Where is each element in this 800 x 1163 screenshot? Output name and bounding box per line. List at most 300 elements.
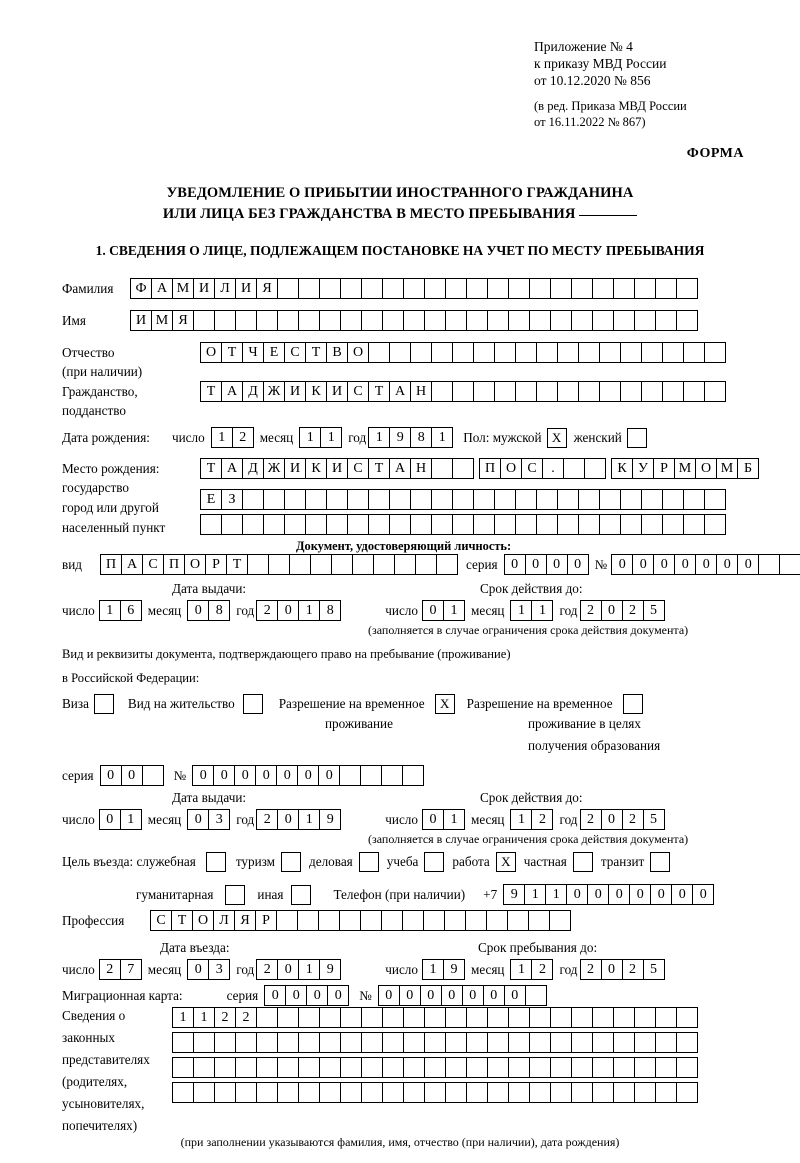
cell[interactable]: 2 <box>622 959 644 980</box>
purpose-humanitarian-checkbox[interactable] <box>225 885 245 905</box>
cell[interactable] <box>779 554 800 575</box>
cell[interactable]: 0 <box>187 809 209 830</box>
cell[interactable]: С <box>142 554 164 575</box>
sex-female-checkbox[interactable] <box>627 428 647 448</box>
cell[interactable] <box>550 278 572 299</box>
cell[interactable] <box>599 489 621 510</box>
cell[interactable] <box>549 910 571 931</box>
temp-residence-checkbox[interactable]: Х <box>435 694 455 714</box>
cell[interactable] <box>634 310 656 331</box>
cell[interactable]: М <box>172 278 194 299</box>
cell[interactable] <box>571 1057 593 1078</box>
cell[interactable]: 5 <box>643 600 665 621</box>
cell[interactable]: Я <box>172 310 194 331</box>
cell[interactable] <box>436 554 458 575</box>
cell[interactable]: 0 <box>264 985 286 1006</box>
cell[interactable]: С <box>347 458 369 479</box>
cell[interactable] <box>550 1082 572 1103</box>
cell[interactable] <box>361 1082 383 1103</box>
cell[interactable] <box>214 1057 236 1078</box>
cell[interactable]: К <box>305 381 327 402</box>
cell[interactable]: 0 <box>99 809 121 830</box>
cell[interactable] <box>563 458 585 479</box>
cell[interactable] <box>319 1007 341 1028</box>
cell[interactable]: Н <box>410 381 432 402</box>
doc-issue-month-input[interactable] <box>187 600 230 621</box>
cell[interactable] <box>402 910 424 931</box>
cell[interactable] <box>634 1057 656 1078</box>
cell[interactable] <box>452 458 474 479</box>
cell[interactable] <box>305 489 327 510</box>
cell[interactable]: 0 <box>525 554 547 575</box>
sex-male-checkbox[interactable]: Х <box>547 428 567 448</box>
cell[interactable] <box>487 278 509 299</box>
cell[interactable] <box>382 278 404 299</box>
cell[interactable] <box>641 381 663 402</box>
cell[interactable]: 0 <box>695 554 717 575</box>
cell[interactable] <box>340 278 362 299</box>
cell[interactable]: 3 <box>208 809 230 830</box>
cell[interactable]: Л <box>214 278 236 299</box>
purpose-business-checkbox[interactable] <box>359 852 379 872</box>
purpose-transit-checkbox[interactable] <box>650 852 670 872</box>
cell[interactable]: 0 <box>277 959 299 980</box>
visa-checkbox[interactable] <box>94 694 114 714</box>
cell[interactable] <box>676 278 698 299</box>
cell[interactable] <box>592 1007 614 1028</box>
cell[interactable]: 6 <box>120 600 142 621</box>
cell[interactable] <box>662 489 684 510</box>
cell[interactable] <box>256 1032 278 1053</box>
cell[interactable]: 1 <box>531 600 553 621</box>
cell[interactable] <box>347 489 369 510</box>
cell[interactable]: 9 <box>319 959 341 980</box>
cell[interactable]: 1 <box>298 809 320 830</box>
cell[interactable] <box>445 310 467 331</box>
cell[interactable] <box>319 310 341 331</box>
cell[interactable] <box>247 554 269 575</box>
cell[interactable] <box>466 1057 488 1078</box>
cell[interactable] <box>592 1057 614 1078</box>
cell[interactable]: Н <box>410 458 432 479</box>
cell[interactable] <box>487 310 509 331</box>
cell[interactable] <box>242 489 264 510</box>
document-number-input[interactable] <box>611 554 800 575</box>
cell[interactable]: 1 <box>211 427 233 448</box>
cell[interactable] <box>235 1082 257 1103</box>
cell[interactable] <box>676 1007 698 1028</box>
cell[interactable]: И <box>326 458 348 479</box>
cell[interactable] <box>550 1007 572 1028</box>
cell[interactable] <box>277 310 299 331</box>
cell[interactable] <box>634 278 656 299</box>
cell[interactable]: 0 <box>213 765 235 786</box>
cell[interactable] <box>557 489 579 510</box>
cell[interactable] <box>508 1057 530 1078</box>
cell[interactable]: 1 <box>368 427 390 448</box>
cell[interactable] <box>172 1057 194 1078</box>
permit-issue-month-input[interactable] <box>187 809 230 830</box>
cell[interactable]: 0 <box>601 959 623 980</box>
cell[interactable] <box>298 310 320 331</box>
cell[interactable]: Р <box>205 554 227 575</box>
cell[interactable] <box>536 489 558 510</box>
birthplace-line-2-input[interactable] <box>200 489 726 510</box>
cell[interactable] <box>550 1032 572 1053</box>
cell[interactable] <box>382 1007 404 1028</box>
cell[interactable]: 9 <box>443 959 465 980</box>
cell[interactable] <box>340 310 362 331</box>
residence-permit-checkbox[interactable] <box>243 694 263 714</box>
cell[interactable] <box>445 1082 467 1103</box>
cell[interactable] <box>620 381 642 402</box>
cell[interactable] <box>445 278 467 299</box>
cell[interactable] <box>339 765 361 786</box>
cell[interactable]: 2 <box>580 959 602 980</box>
purpose-private-checkbox[interactable] <box>573 852 593 872</box>
cell[interactable]: И <box>130 310 152 331</box>
cell[interactable]: П <box>479 458 501 479</box>
cell[interactable] <box>704 489 726 510</box>
cell[interactable]: 2 <box>622 600 644 621</box>
cell[interactable] <box>634 1032 656 1053</box>
cell[interactable] <box>423 910 445 931</box>
cell[interactable]: М <box>151 310 173 331</box>
cell[interactable] <box>361 1032 383 1053</box>
cell[interactable] <box>486 910 508 931</box>
cell[interactable]: 0 <box>504 554 526 575</box>
cell[interactable]: 5 <box>643 959 665 980</box>
profession-input[interactable] <box>150 910 571 931</box>
cell[interactable] <box>620 514 642 535</box>
cell[interactable] <box>256 310 278 331</box>
cell[interactable] <box>445 1057 467 1078</box>
cell[interactable]: Е <box>200 489 222 510</box>
cell[interactable] <box>424 1082 446 1103</box>
entry-year-input[interactable] <box>256 959 341 980</box>
cell[interactable] <box>263 514 285 535</box>
cell[interactable] <box>487 1032 509 1053</box>
cell[interactable] <box>403 1057 425 1078</box>
cell[interactable] <box>536 342 558 363</box>
cell[interactable] <box>508 1082 530 1103</box>
cell[interactable]: Т <box>221 342 243 363</box>
cell[interactable] <box>683 514 705 535</box>
cell[interactable]: 1 <box>299 427 321 448</box>
cell[interactable] <box>214 1032 236 1053</box>
cell[interactable] <box>613 310 635 331</box>
cell[interactable]: 0 <box>306 985 328 1006</box>
permit-valid-day-input[interactable] <box>422 809 465 830</box>
cell[interactable] <box>529 1032 551 1053</box>
cell[interactable] <box>298 278 320 299</box>
cell[interactable] <box>361 1057 383 1078</box>
cell[interactable]: 1 <box>99 600 121 621</box>
cell[interactable] <box>529 1057 551 1078</box>
cell[interactable] <box>256 1057 278 1078</box>
cell[interactable]: Т <box>226 554 248 575</box>
cell[interactable] <box>599 381 621 402</box>
cell[interactable]: Б <box>737 458 759 479</box>
cell[interactable]: П <box>100 554 122 575</box>
cell[interactable]: 0 <box>100 765 122 786</box>
cell[interactable] <box>655 278 677 299</box>
cell[interactable]: . <box>542 458 564 479</box>
cell[interactable]: 1 <box>524 884 546 905</box>
cell[interactable] <box>431 458 453 479</box>
cell[interactable]: Д <box>242 381 264 402</box>
cell[interactable] <box>620 489 642 510</box>
entry-month-input[interactable] <box>187 959 230 980</box>
cell[interactable]: 0 <box>441 985 463 1006</box>
cell[interactable]: 2 <box>99 959 121 980</box>
permit-valid-year-input[interactable] <box>580 809 665 830</box>
cell[interactable] <box>221 514 243 535</box>
cell[interactable] <box>592 278 614 299</box>
cell[interactable]: 1 <box>298 600 320 621</box>
cell[interactable] <box>494 342 516 363</box>
cell[interactable] <box>536 381 558 402</box>
cell[interactable]: 0 <box>587 884 609 905</box>
cell[interactable] <box>382 1032 404 1053</box>
cell[interactable] <box>368 489 390 510</box>
cell[interactable]: Т <box>171 910 193 931</box>
cell[interactable] <box>494 489 516 510</box>
cell[interactable]: Ф <box>130 278 152 299</box>
cell[interactable]: 1 <box>545 884 567 905</box>
permit-issue-day-input[interactable] <box>99 809 142 830</box>
cell[interactable]: 0 <box>546 554 568 575</box>
cell[interactable]: А <box>389 381 411 402</box>
cell[interactable] <box>361 278 383 299</box>
cell[interactable] <box>683 489 705 510</box>
cell[interactable] <box>381 910 403 931</box>
cell[interactable]: 0 <box>608 884 630 905</box>
cell[interactable]: 8 <box>208 600 230 621</box>
cell[interactable]: Т <box>368 458 390 479</box>
cell[interactable] <box>373 554 395 575</box>
cell[interactable]: 0 <box>378 985 400 1006</box>
cell[interactable] <box>389 514 411 535</box>
name-input[interactable] <box>130 310 698 331</box>
cell[interactable] <box>256 1082 278 1103</box>
cell[interactable] <box>403 1007 425 1028</box>
cell[interactable]: 1 <box>320 427 342 448</box>
cell[interactable] <box>487 1082 509 1103</box>
cell[interactable] <box>360 910 382 931</box>
cell[interactable]: О <box>200 342 222 363</box>
permit-valid-month-input[interactable] <box>510 809 553 830</box>
cell[interactable]: У <box>632 458 654 479</box>
cell[interactable]: 3 <box>208 959 230 980</box>
cell[interactable] <box>466 1082 488 1103</box>
cell[interactable]: 5 <box>643 809 665 830</box>
legal-rep-line-3-input[interactable] <box>172 1057 698 1078</box>
cell[interactable]: О <box>192 910 214 931</box>
cell[interactable] <box>403 1032 425 1053</box>
cell[interactable] <box>557 342 579 363</box>
cell[interactable] <box>557 514 579 535</box>
cell[interactable] <box>473 342 495 363</box>
cell[interactable]: 1 <box>431 427 453 448</box>
cell[interactable] <box>410 514 432 535</box>
cell[interactable]: 0 <box>399 985 421 1006</box>
cell[interactable] <box>360 765 382 786</box>
cell[interactable] <box>319 1082 341 1103</box>
cell[interactable]: А <box>221 381 243 402</box>
cell[interactable]: Ж <box>263 381 285 402</box>
cell[interactable] <box>193 1057 215 1078</box>
cell[interactable]: 0 <box>629 884 651 905</box>
citizenship-input[interactable] <box>200 381 726 402</box>
cell[interactable] <box>452 489 474 510</box>
cell[interactable] <box>557 381 579 402</box>
cell[interactable] <box>613 278 635 299</box>
cell[interactable] <box>339 910 361 931</box>
purpose-service-checkbox[interactable] <box>206 852 226 872</box>
cell[interactable]: 1 <box>510 959 532 980</box>
cell[interactable] <box>662 342 684 363</box>
cell[interactable] <box>529 278 551 299</box>
cell[interactable]: 8 <box>319 600 341 621</box>
cell[interactable]: 0 <box>276 765 298 786</box>
cell[interactable] <box>297 910 319 931</box>
cell[interactable]: 0 <box>327 985 349 1006</box>
stay-month-input[interactable] <box>510 959 553 980</box>
cell[interactable] <box>277 1007 299 1028</box>
cell[interactable]: 0 <box>297 765 319 786</box>
doc-valid-year-input[interactable] <box>580 600 665 621</box>
cell[interactable]: 2 <box>580 600 602 621</box>
cell[interactable] <box>508 1032 530 1053</box>
cell[interactable] <box>758 554 780 575</box>
cell[interactable] <box>424 310 446 331</box>
cell[interactable] <box>473 489 495 510</box>
doc-issue-day-input[interactable] <box>99 600 142 621</box>
cell[interactable] <box>319 1032 341 1053</box>
birthplace-line-1-input[interactable] <box>200 458 759 479</box>
cell[interactable] <box>142 765 164 786</box>
cell[interactable] <box>528 910 550 931</box>
cell[interactable]: 0 <box>671 884 693 905</box>
cell[interactable] <box>172 1082 194 1103</box>
cell[interactable] <box>634 1082 656 1103</box>
cell[interactable] <box>382 1082 404 1103</box>
cell[interactable] <box>466 278 488 299</box>
cell[interactable] <box>277 278 299 299</box>
cell[interactable] <box>347 514 369 535</box>
cell[interactable] <box>676 1057 698 1078</box>
cell[interactable]: 0 <box>483 985 505 1006</box>
cell[interactable] <box>193 1032 215 1053</box>
migration-series-input[interactable] <box>264 985 349 1006</box>
cell[interactable] <box>235 1057 257 1078</box>
cell[interactable]: 0 <box>192 765 214 786</box>
cell[interactable] <box>277 1057 299 1078</box>
cell[interactable] <box>298 1032 320 1053</box>
stay-day-input[interactable] <box>422 959 465 980</box>
cell[interactable] <box>662 514 684 535</box>
document-type-input[interactable] <box>100 554 458 575</box>
cell[interactable] <box>620 342 642 363</box>
cell[interactable]: 1 <box>510 809 532 830</box>
cell[interactable] <box>487 1057 509 1078</box>
phone-input[interactable] <box>503 884 714 905</box>
cell[interactable]: 2 <box>256 809 278 830</box>
cell[interactable]: 9 <box>389 427 411 448</box>
cell[interactable]: 1 <box>443 600 465 621</box>
edu-residence-checkbox[interactable] <box>623 694 643 714</box>
cell[interactable] <box>382 310 404 331</box>
cell[interactable] <box>193 310 215 331</box>
cell[interactable]: И <box>284 381 306 402</box>
doc-issue-year-input[interactable] <box>256 600 341 621</box>
cell[interactable]: Т <box>368 381 390 402</box>
legal-rep-line-2-input[interactable] <box>172 1032 698 1053</box>
cell[interactable]: 0 <box>422 809 444 830</box>
cell[interactable] <box>424 1032 446 1053</box>
cell[interactable] <box>536 514 558 535</box>
cell[interactable]: 0 <box>285 985 307 1006</box>
cell[interactable]: 1 <box>193 1007 215 1028</box>
cell[interactable] <box>592 1082 614 1103</box>
cell[interactable]: 0 <box>566 884 588 905</box>
cell[interactable] <box>193 1082 215 1103</box>
cell[interactable]: О <box>184 554 206 575</box>
cell[interactable]: 0 <box>716 554 738 575</box>
cell[interactable] <box>529 310 551 331</box>
cell[interactable] <box>515 514 537 535</box>
cell[interactable]: 2 <box>256 600 278 621</box>
cell[interactable] <box>424 1007 446 1028</box>
cell[interactable] <box>578 342 600 363</box>
cell[interactable] <box>431 514 453 535</box>
cell[interactable]: 0 <box>277 600 299 621</box>
cell[interactable] <box>529 1082 551 1103</box>
cell[interactable] <box>571 1032 593 1053</box>
doc-valid-day-input[interactable] <box>422 600 465 621</box>
cell[interactable] <box>403 1082 425 1103</box>
cell[interactable] <box>352 554 374 575</box>
cell[interactable]: 1 <box>120 809 142 830</box>
cell[interactable] <box>284 489 306 510</box>
cell[interactable] <box>655 1032 677 1053</box>
cell[interactable] <box>318 910 340 931</box>
patronymic-input[interactable] <box>200 342 726 363</box>
cell[interactable] <box>494 514 516 535</box>
cell[interactable] <box>331 554 353 575</box>
cell[interactable] <box>515 342 537 363</box>
purpose-other-checkbox[interactable] <box>291 885 311 905</box>
cell[interactable]: 0 <box>692 884 714 905</box>
cell[interactable]: О <box>695 458 717 479</box>
cell[interactable] <box>277 1082 299 1103</box>
cell[interactable] <box>368 514 390 535</box>
cell[interactable] <box>444 910 466 931</box>
cell[interactable]: 0 <box>255 765 277 786</box>
cell[interactable]: Р <box>255 910 277 931</box>
cell[interactable]: Е <box>263 342 285 363</box>
cell[interactable] <box>584 458 606 479</box>
cell[interactable] <box>431 489 453 510</box>
cell[interactable]: Ж <box>263 458 285 479</box>
cell[interactable] <box>525 985 547 1006</box>
cell[interactable] <box>704 342 726 363</box>
cell[interactable] <box>276 910 298 931</box>
cell[interactable]: М <box>674 458 696 479</box>
cell[interactable]: Т <box>200 458 222 479</box>
cell[interactable]: 2 <box>580 809 602 830</box>
